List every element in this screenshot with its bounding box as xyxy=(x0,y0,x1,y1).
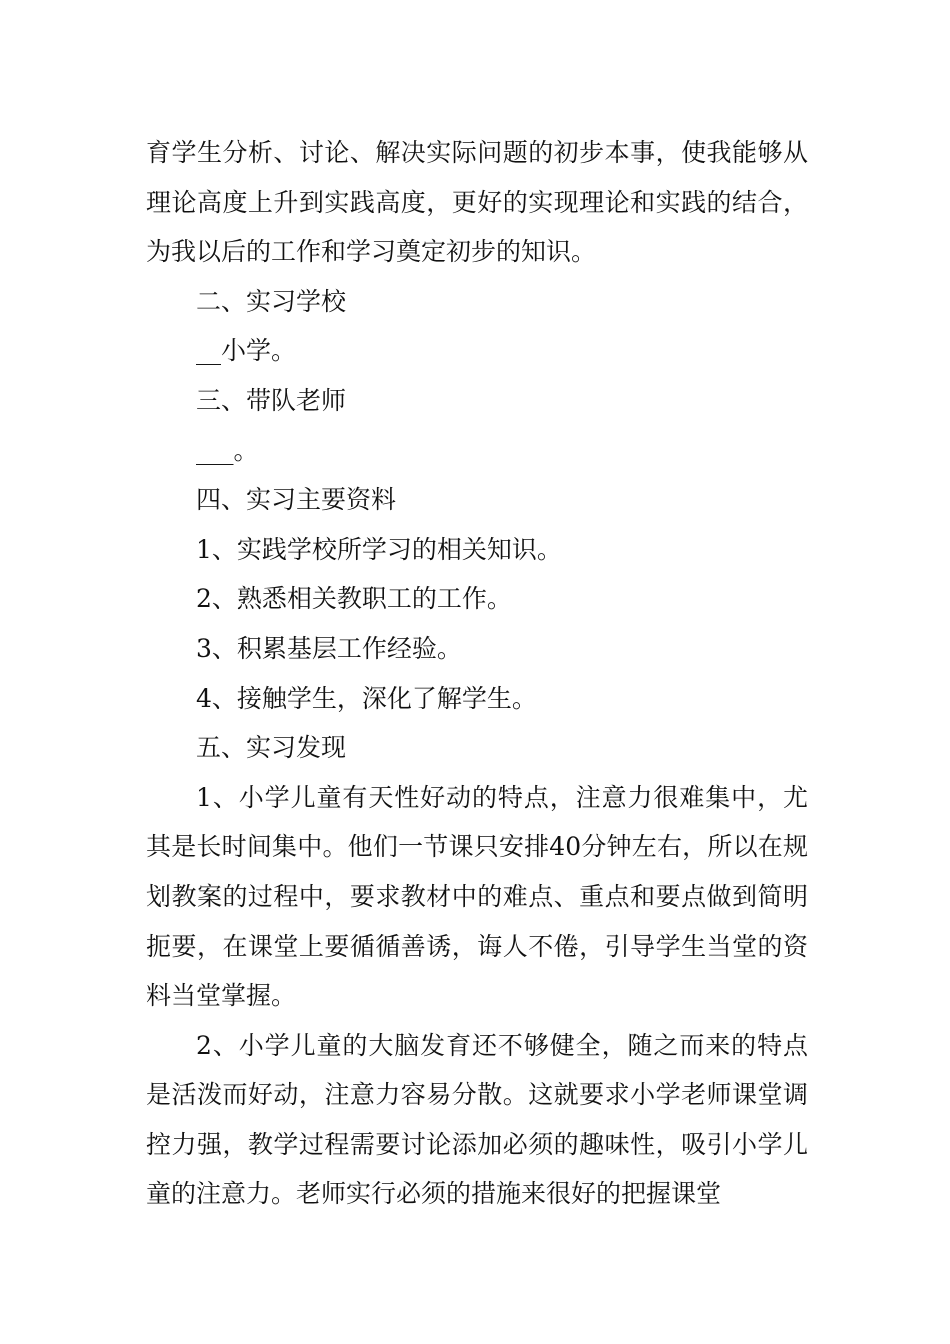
section-heading-main-content: 四、实习主要资料 xyxy=(196,485,397,515)
section-heading-supervising-teacher: 三、带队老师 xyxy=(196,385,347,415)
paragraph-continuation: 育学生分析、讨论、解决实际问题的初步本事，使我能够从理论高度上升到实践高度，更好的实现理论和实践的结合，为我以后的工作和学习奠定初步的知识。 xyxy=(146,138,808,267)
section-heading-findings: 五、实习发现 xyxy=(196,733,347,763)
list-item: 4、接触学生，深化了解学生。 xyxy=(196,683,537,713)
list-item: 2、熟悉相关教职工的工作。 xyxy=(196,584,512,614)
section-heading-internship-school: 二、实习学校 xyxy=(196,286,347,316)
document-body xyxy=(146,128,808,1219)
list-item: 3、积累基层工作经验。 xyxy=(196,633,462,663)
finding-paragraph: 1、小学儿童有天性好动的特点，注意力很难集中，尤其是长时间集中。他们一节课只安排40分钟左右，所以在规划教案的过程中，要求教材中的难点、重点和要点做到简明扼要，在课堂上要循循善诱，诲人不倦，引导学生当堂的资料当堂掌握。 xyxy=(146,782,808,1011)
list-item: 1、实践学校所学习的相关知识。 xyxy=(196,534,562,564)
finding-paragraph: 2、小学儿童的大脑发育还不够健全，随之而来的特点是活泼而好动，注意力容易分散。这就要求小学老师课堂调控力强，教学过程需要讨论添加必须的趣味性，吸引小学儿童的注意力。老师实行必须的措施来很好的把握课堂 xyxy=(146,1030,808,1209)
school-name: __小学。 xyxy=(196,336,297,366)
teacher-name: ___。 xyxy=(196,435,259,465)
